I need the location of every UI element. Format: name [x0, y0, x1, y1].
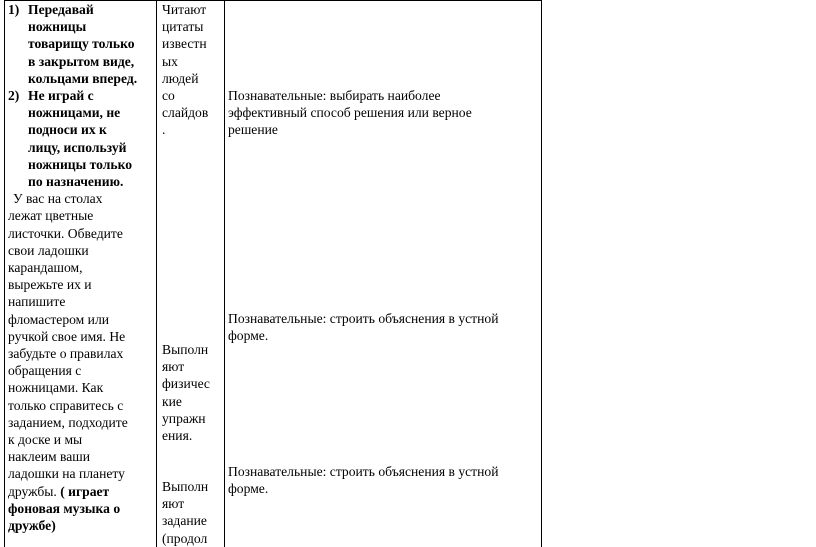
activity-line: физичес: [162, 376, 210, 392]
outcome-line: Познавательные: строить объяснения в устной: [228, 464, 499, 479]
paragraph-line: обращения с: [8, 363, 82, 379]
rule-line: по назначению.: [28, 174, 124, 190]
activity-line: кие: [162, 393, 182, 409]
music-note-bold: фоновая музыка о: [8, 500, 121, 516]
paragraph-line: вырежьте их и: [8, 277, 92, 293]
outcome-line: решение: [228, 122, 278, 138]
paragraph-line: ручкой свое имя. Не: [8, 328, 126, 344]
activity-line: яют: [162, 359, 185, 375]
rule-line: ножницы только: [28, 156, 133, 172]
paragraph-line: только справитесь с: [8, 397, 124, 413]
rule-line: кольцами вперед.: [28, 70, 138, 86]
table-divider-2: [224, 0, 225, 547]
learning-outcome-block-1: [228, 87, 538, 139]
activity-line: Читают: [162, 2, 207, 17]
table-divider-1: [156, 0, 157, 547]
paragraph-line: к доске и мы: [8, 432, 83, 448]
paragraph-line: напишите: [8, 294, 66, 310]
outcome-line: Познавательные: строить объяснения в устной: [228, 311, 499, 326]
paragraph-line: ножницами. Как: [8, 380, 104, 396]
paragraph-line-bold: [8, 500, 156, 517]
paragraph-text: дружбы.: [8, 483, 61, 499]
rule-line: товарищу только: [28, 36, 135, 52]
table-border-left: [4, 0, 5, 547]
activity-line: упражн: [162, 410, 206, 426]
activity-line: .: [162, 122, 166, 138]
rule-item-2: [8, 87, 156, 190]
paragraph-line: забудьте о правилах: [8, 346, 124, 362]
rule-line: Передавай: [28, 2, 94, 17]
activity-line: известн: [162, 36, 207, 52]
paragraph-line: наклеим ваши: [8, 449, 91, 465]
column-teacher-activity: [8, 1, 156, 534]
paragraph-line: листочки. Обведите: [8, 225, 123, 241]
outcome-line: эффективный способ решения или верное: [228, 105, 472, 121]
learning-outcome-block-2: [228, 310, 538, 344]
music-note-bold: дружбе): [8, 518, 56, 534]
activity-line: (продол: [162, 530, 208, 546]
activity-line: ения.: [162, 428, 193, 444]
paragraph-line: фломастером или: [8, 311, 110, 327]
paragraph-line-bold: [8, 517, 156, 534]
student-activity-block-2: [162, 341, 224, 444]
rule-line: ножницами, не: [28, 105, 121, 121]
outcome-line: Познавательные: выбирать наиболее: [228, 88, 441, 103]
activity-line: слайдов: [162, 105, 209, 121]
paragraph-line: карандашом,: [8, 260, 83, 276]
activity-line: цитаты: [162, 19, 204, 35]
rule-line: подноси их к: [28, 122, 107, 138]
rule-line: Не играй с: [28, 88, 94, 104]
paragraph-line: свои ладошки: [8, 242, 89, 258]
outcome-line: форме.: [228, 481, 269, 497]
activity-line: ых: [162, 53, 178, 69]
activity-line: Выполн: [162, 342, 209, 357]
paragraph-line: заданием, подходите: [8, 414, 128, 430]
instruction-paragraph: [8, 190, 156, 534]
paragraph-line: ладошки на планету: [8, 466, 125, 482]
student-activity-block-1: [162, 1, 224, 139]
paragraph-line: лежат цветные: [8, 208, 94, 224]
activity-line: Выполн: [162, 479, 209, 494]
outcome-line: форме.: [228, 328, 269, 344]
rule-item-1: [8, 1, 156, 87]
rule-number: 1): [8, 2, 20, 17]
activity-line: со: [162, 88, 175, 104]
rule-line: лицу, используй: [28, 139, 127, 155]
music-note-bold: ( играет: [60, 483, 110, 499]
table-border-right: [541, 0, 542, 547]
rule-line: в закрытом виде,: [28, 53, 135, 69]
paragraph-line-mixed: [8, 483, 156, 500]
paragraph-line: У вас на столах: [13, 191, 103, 207]
student-activity-block-3: [162, 478, 224, 547]
learning-outcome-block-3: [228, 463, 538, 497]
activity-line: яют: [162, 496, 185, 512]
safety-rules-list: [8, 1, 156, 190]
activity-line: задание: [162, 513, 207, 529]
activity-line: людей: [162, 70, 199, 86]
rule-number: 2): [8, 88, 20, 104]
rule-line: ножницы: [28, 19, 87, 35]
